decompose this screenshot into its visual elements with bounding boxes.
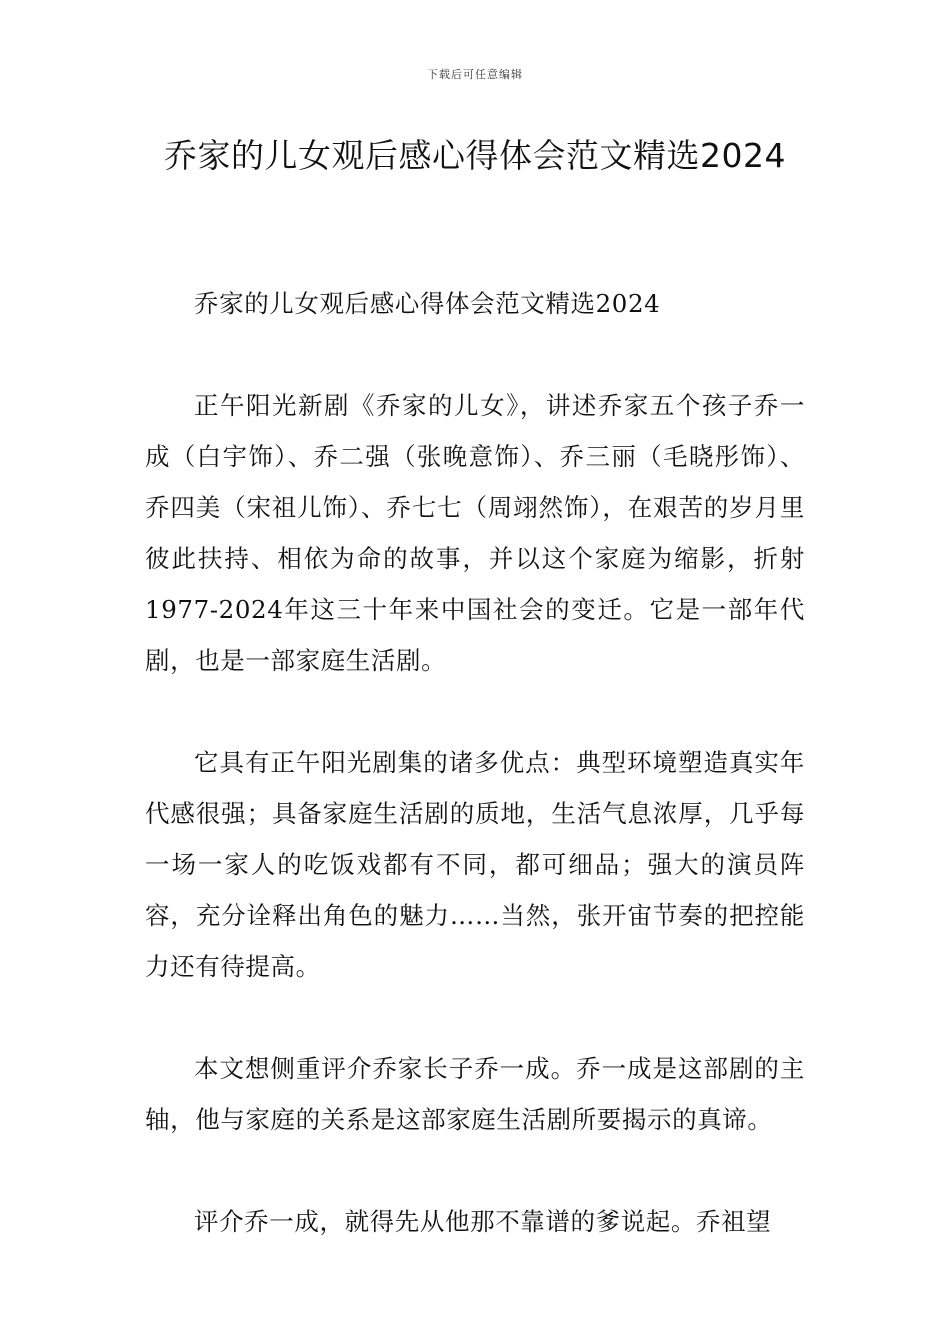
- document-title: 乔家的儿女观后感心得体会范文精选2024: [164, 136, 786, 175]
- document-body: [145, 278, 805, 1298]
- paragraph-focus: 本文想侧重评介乔家长子乔一成。乔一成是这部剧的主轴，他与家庭的关系是这部家庭生活剧所要揭示的真谛。: [145, 1054, 805, 1134]
- header-note: 下载后可任意编辑: [427, 68, 523, 81]
- paragraph-merits: 它具有正午阳光剧集的诸多优点：典型环境塑造真实年代感很强；具备家庭生活剧的质地，生活气息浓厚，几乎每一场一家人的吃饭戏都有不同，都可细品；强大的演员阵容，充分诠释出角色的魅力……当然，张开宙节奏的把控能力还有待提高。: [145, 748, 805, 981]
- paragraph-father: 评介乔一成，就得先从他那不靠谱的爹说起。乔祖望: [194, 1207, 772, 1236]
- paragraph-summary: 正午阳光新剧《乔家的儿女》，讲述乔家五个孩子乔一成（白宇饰）、乔二强（张晚意饰）、乔三丽（毛晓彤饰）、乔四美（宋祖儿饰）、乔七七（周翊然饰），在艰苦的岁月里彼此扶持、相依为命的故事，并以这个家庭为缩影，折射1977-2024年这三十年来中国社会的变迁。它是一部年代剧，也是一部家庭生活剧。: [145, 391, 805, 675]
- paragraph-intro: 乔家的儿女观后感心得体会范文精选2024: [194, 289, 661, 318]
